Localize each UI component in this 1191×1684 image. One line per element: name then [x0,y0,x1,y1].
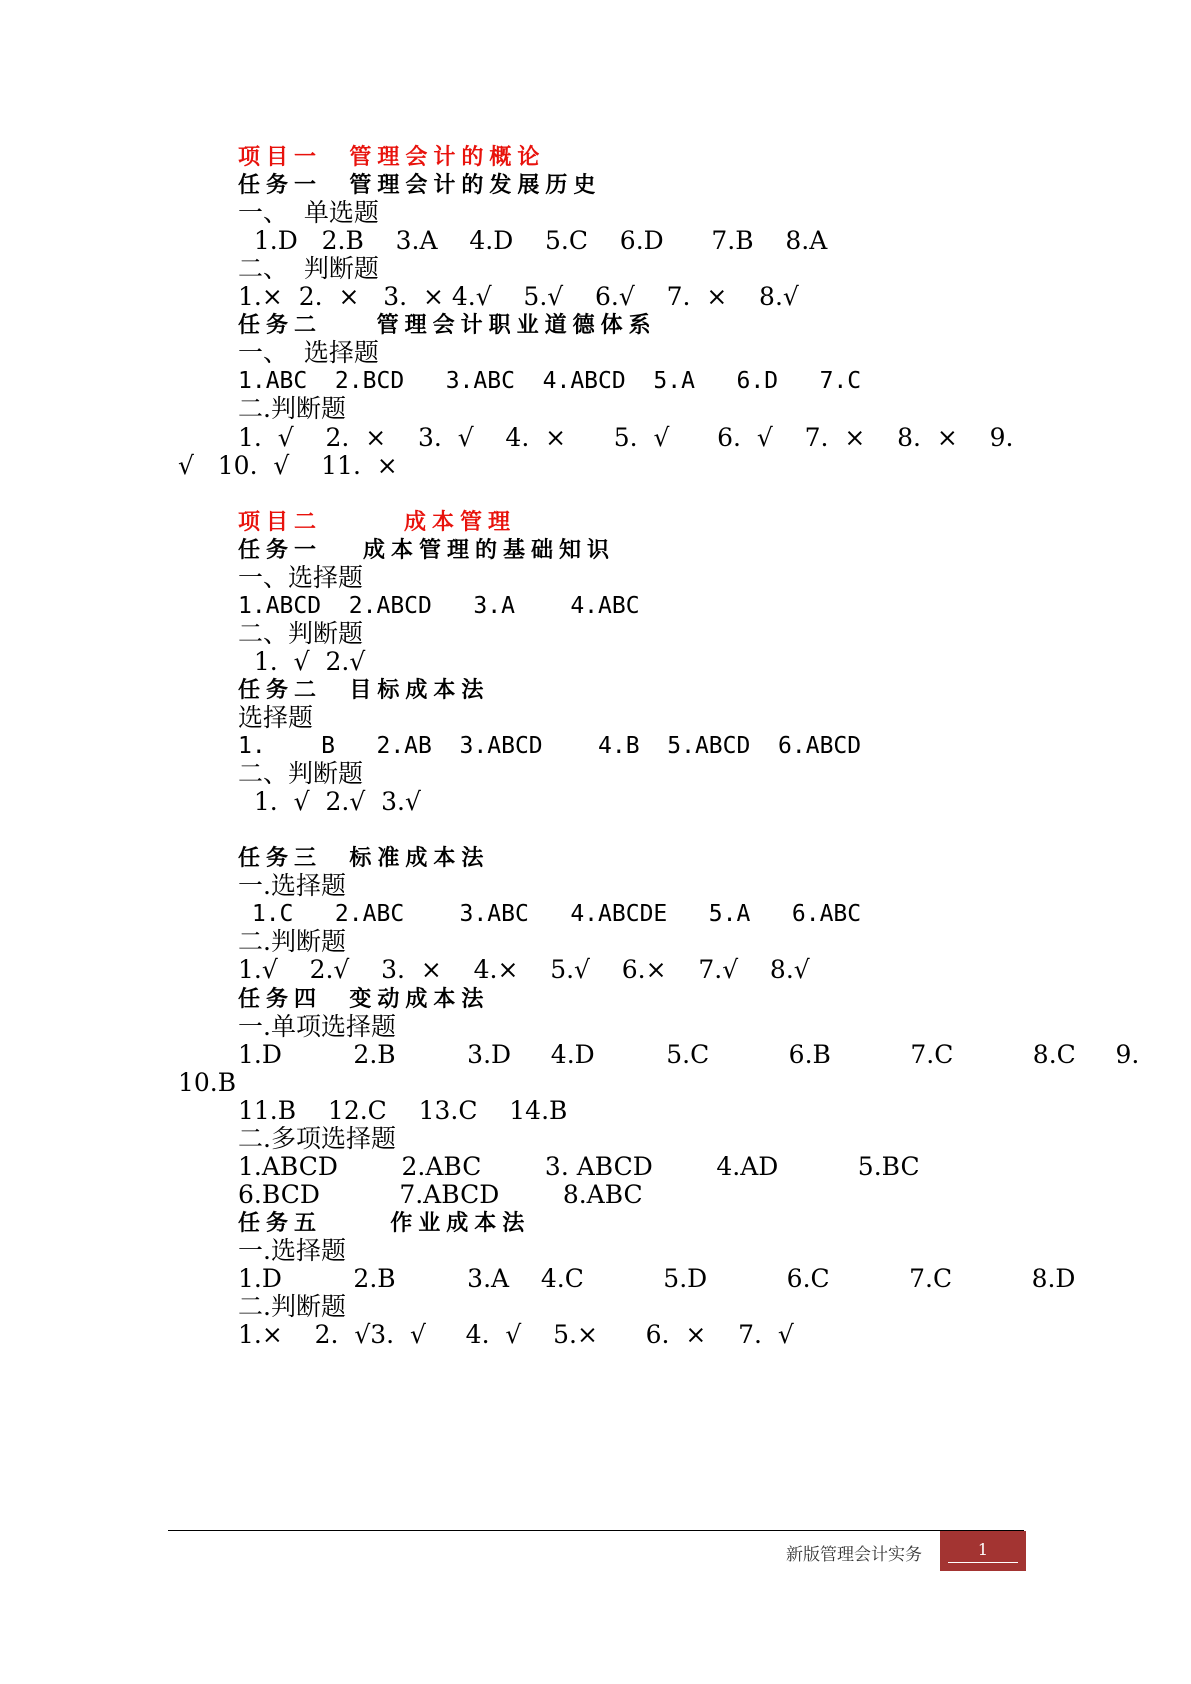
answer-line: 1.D 2.B 3.A 4.C 5.D 6.C 7.C 8.D [238,1264,1076,1293]
task-heading: 任务二 管理会计职业道德体系 [238,312,657,339]
answer-line: 1.D 2.B 3.D 4.D 5.C 6.B 7.C 8.C 9. [238,1039,1140,1069]
answer-line: 1.× 2. √3. √ 4. √ 5.× 6. × 7. √ [238,1320,794,1350]
section-heading: 一、 单选题 [238,198,379,228]
answer-line: 11.B 12.C 13.C 14.B [238,1095,568,1125]
answer-line: 1. √ 2.√ [238,646,366,676]
task-heading: 任务三 标准成本法 [238,845,490,872]
task-heading: 任务四 变动成本法 [238,985,490,1012]
answer-line: 1.ABCD 2.ABC 3. ABCD 4.AD 5.BC [238,1151,920,1181]
footer-book-title: 新版管理会计实务 [786,1545,922,1565]
page-number: 1 [977,1540,989,1559]
section-heading: 二.判断题 [238,927,346,957]
answer-line: 1.D 2.B 3.A 4.D 5.C 6.D 7.B 8.A [238,226,828,256]
section-heading: 二、判断题 [238,618,364,648]
answer-line-continued: 10.B [178,1067,237,1097]
project-heading: 项目一 管理会计的概论 [238,144,546,170]
section-heading: 一.选择题 [238,871,346,901]
section-heading: 一.选择题 [238,1235,346,1265]
footer-divider [168,1530,1024,1531]
answer-line: 1.ABC 2.BCD 3.ABC 4.ABCD 5.A 6.D 7.C [238,368,862,395]
project-heading: 项目二 成本管理 [238,508,516,535]
answer-line: 1. √ 2. × 3. √ 4. × 5. √ 6. √ 7. × 8. × 9. [238,422,1014,452]
section-heading: 一、选择题 [238,562,364,592]
task-heading: 任务五 作业成本法 [238,1209,531,1236]
answer-line: 1.ABCD 2.ABCD 3.A 4.ABC [238,592,640,619]
section-heading: 二.判断题 [238,1292,346,1322]
answer-line: 1. √ 2.√ 3.√ [238,787,421,817]
section-heading: 选择题 [238,703,314,732]
answer-line: 1.C 2.ABC 3.ABC 4.ABCDE 5.A 6.ABC [238,901,862,928]
section-heading: 二、 判断题 [238,254,379,284]
page-number-underline [948,1562,1018,1563]
section-heading: 二、判断题 [238,759,364,789]
answer-line-continued: √ 10. √ 11. × [178,450,398,480]
task-heading: 任务一 管理会计的发展历史 [238,172,602,199]
task-heading: 任务二 目标成本法 [238,676,490,703]
task-heading: 任务一 成本管理的基础知识 [238,536,615,563]
section-heading: 二.判断题 [238,394,346,424]
answer-line: 1.√ 2.√ 3. × 4.× 5.√ 6.× 7.√ 8.√ [238,955,810,985]
answer-line: 6.BCD 7.ABCD 8.ABC [238,1179,643,1209]
section-heading: 一.单项选择题 [238,1011,396,1041]
section-heading: 一、 选择题 [238,338,379,368]
page-number-badge [940,1531,1026,1571]
answer-line: 1.× 2. × 3. × 4.√ 5.√ 6.√ 7. × 8.√ [238,282,799,312]
answer-line: 1. B 2.AB 3.ABCD 4.B 5.ABCD 6.ABCD [238,733,862,760]
section-heading: 二.多项选择题 [238,1123,396,1153]
